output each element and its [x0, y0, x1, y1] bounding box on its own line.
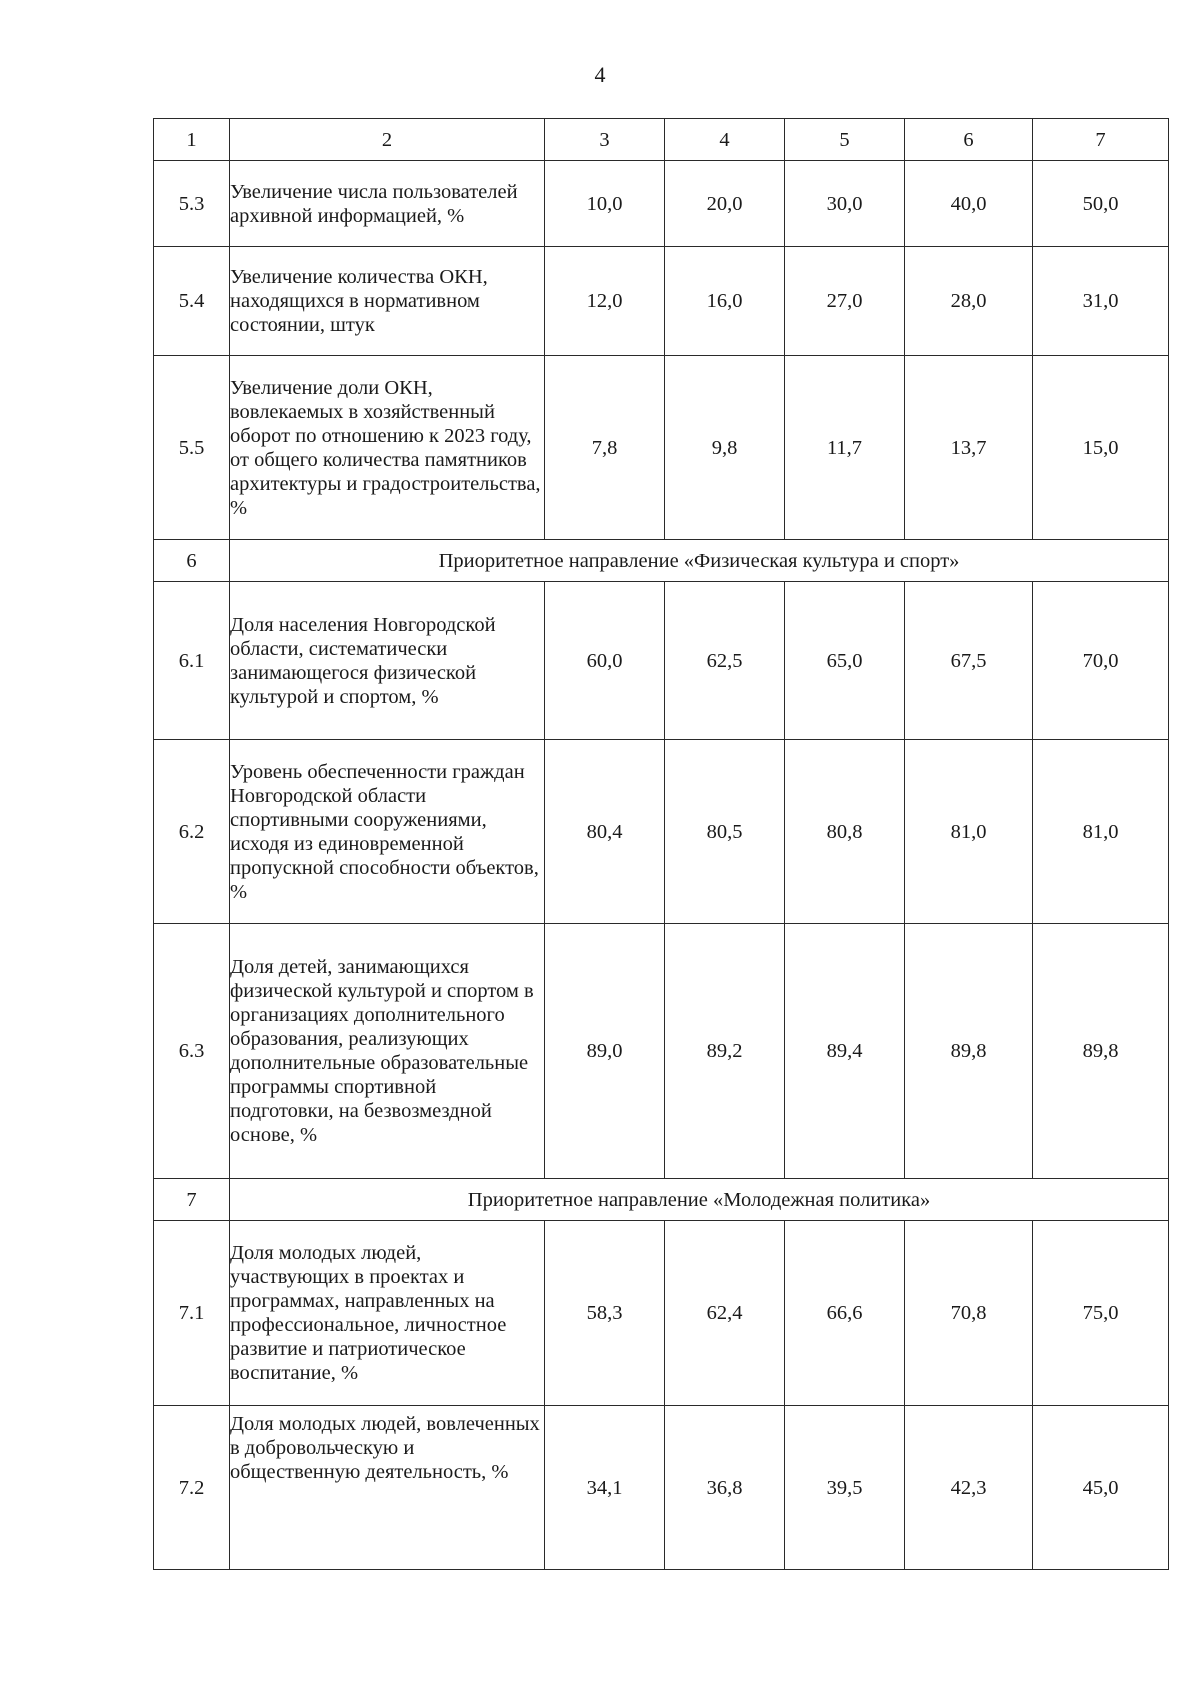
- table-row: [154, 1221, 1169, 1406]
- table-row: [154, 582, 1169, 740]
- value-cell: 34,1: [545, 1406, 665, 1570]
- value-cell: 7,8: [545, 356, 665, 540]
- row-number: 5.4: [154, 247, 230, 356]
- value-cell: 30,0: [785, 161, 905, 247]
- value-cell: 89,8: [905, 924, 1033, 1179]
- column-header: 2: [230, 119, 545, 161]
- section-number: 6: [154, 540, 230, 582]
- table-row: [154, 924, 1169, 1179]
- value-cell: 89,2: [665, 924, 785, 1179]
- value-cell: 13,7: [905, 356, 1033, 540]
- value-cell: 81,0: [905, 740, 1033, 924]
- value-cell: 16,0: [665, 247, 785, 356]
- value-cell: 67,5: [905, 582, 1033, 740]
- column-header: 5: [785, 119, 905, 161]
- value-cell: 81,0: [1033, 740, 1169, 924]
- value-cell: 28,0: [905, 247, 1033, 356]
- row-number: 7.1: [154, 1221, 230, 1406]
- column-header: 1: [154, 119, 230, 161]
- indicator-name: Доля населения Новгородской области, систематически занимающегося физической культурой и спортом, %: [230, 582, 545, 740]
- value-cell: 10,0: [545, 161, 665, 247]
- row-number: 6.2: [154, 740, 230, 924]
- value-cell: 31,0: [1033, 247, 1169, 356]
- value-cell: 27,0: [785, 247, 905, 356]
- indicator-name: Доля молодых людей, участвующих в проектах и программах, направленных на профессиональное, личностное развитие и патриотическое воспитание, %: [230, 1221, 545, 1406]
- value-cell: 42,3: [905, 1406, 1033, 1570]
- table-row: [154, 161, 1169, 247]
- indicator-name: Увеличение доли ОКН, вовлекаемых в хозяйственный оборот по отношению к 2023 году, от общего количества памятников архитектуры и градостроительства, %: [230, 356, 545, 540]
- value-cell: 9,8: [665, 356, 785, 540]
- value-cell: 62,5: [665, 582, 785, 740]
- row-number: 6.3: [154, 924, 230, 1179]
- value-cell: 80,8: [785, 740, 905, 924]
- value-cell: 70,8: [905, 1221, 1033, 1406]
- indicators-table: [153, 118, 1169, 1570]
- value-cell: 80,4: [545, 740, 665, 924]
- table-row: [154, 356, 1169, 540]
- value-cell: 58,3: [545, 1221, 665, 1406]
- column-header: 6: [905, 119, 1033, 161]
- section-row: [154, 1179, 1169, 1221]
- row-number: 6.1: [154, 582, 230, 740]
- value-cell: 39,5: [785, 1406, 905, 1570]
- value-cell: 60,0: [545, 582, 665, 740]
- indicator-name: Увеличение количества ОКН, находящихся в нормативном состоянии, штук: [230, 247, 545, 356]
- table-row: [154, 740, 1169, 924]
- value-cell: 12,0: [545, 247, 665, 356]
- row-number: 7.2: [154, 1406, 230, 1570]
- value-cell: 65,0: [785, 582, 905, 740]
- value-cell: 62,4: [665, 1221, 785, 1406]
- row-number: 5.3: [154, 161, 230, 247]
- indicator-name: Доля молодых людей, вовлеченных в добровольческую и общественную деятельность, %: [230, 1406, 545, 1570]
- value-cell: 89,8: [1033, 924, 1169, 1179]
- value-cell: 36,8: [665, 1406, 785, 1570]
- section-number: 7: [154, 1179, 230, 1221]
- indicator-name: Доля детей, занимающихся физической культурой и спортом в организациях дополнительного образования, реализующих дополнительные образовательные программы спортивной подготовки, на безвозмездной основе, %: [230, 924, 545, 1179]
- table-row: [154, 1406, 1169, 1570]
- column-header: 3: [545, 119, 665, 161]
- value-cell: 66,6: [785, 1221, 905, 1406]
- value-cell: 89,0: [545, 924, 665, 1179]
- header-row: [154, 119, 1169, 161]
- indicator-name: Уровень обеспеченности граждан Новгородской области спортивными сооружениями, исходя из единовременной пропускной способности объектов, %: [230, 740, 545, 924]
- value-cell: 50,0: [1033, 161, 1169, 247]
- value-cell: 20,0: [665, 161, 785, 247]
- section-title: Приоритетное направление «Молодежная политика»: [230, 1179, 1169, 1221]
- value-cell: 70,0: [1033, 582, 1169, 740]
- value-cell: 89,4: [785, 924, 905, 1179]
- indicator-name: Увеличение числа пользователей архивной информацией, %: [230, 161, 545, 247]
- page-number: 4: [594, 62, 606, 87]
- column-header: 4: [665, 119, 785, 161]
- value-cell: 45,0: [1033, 1406, 1169, 1570]
- section-row: [154, 540, 1169, 582]
- column-header: 7: [1033, 119, 1169, 161]
- table-row: [154, 247, 1169, 356]
- value-cell: 75,0: [1033, 1221, 1169, 1406]
- value-cell: 80,5: [665, 740, 785, 924]
- row-number: 5.5: [154, 356, 230, 540]
- section-title: Приоритетное направление «Физическая культура и спорт»: [230, 540, 1169, 582]
- value-cell: 15,0: [1033, 356, 1169, 540]
- value-cell: 40,0: [905, 161, 1033, 247]
- value-cell: 11,7: [785, 356, 905, 540]
